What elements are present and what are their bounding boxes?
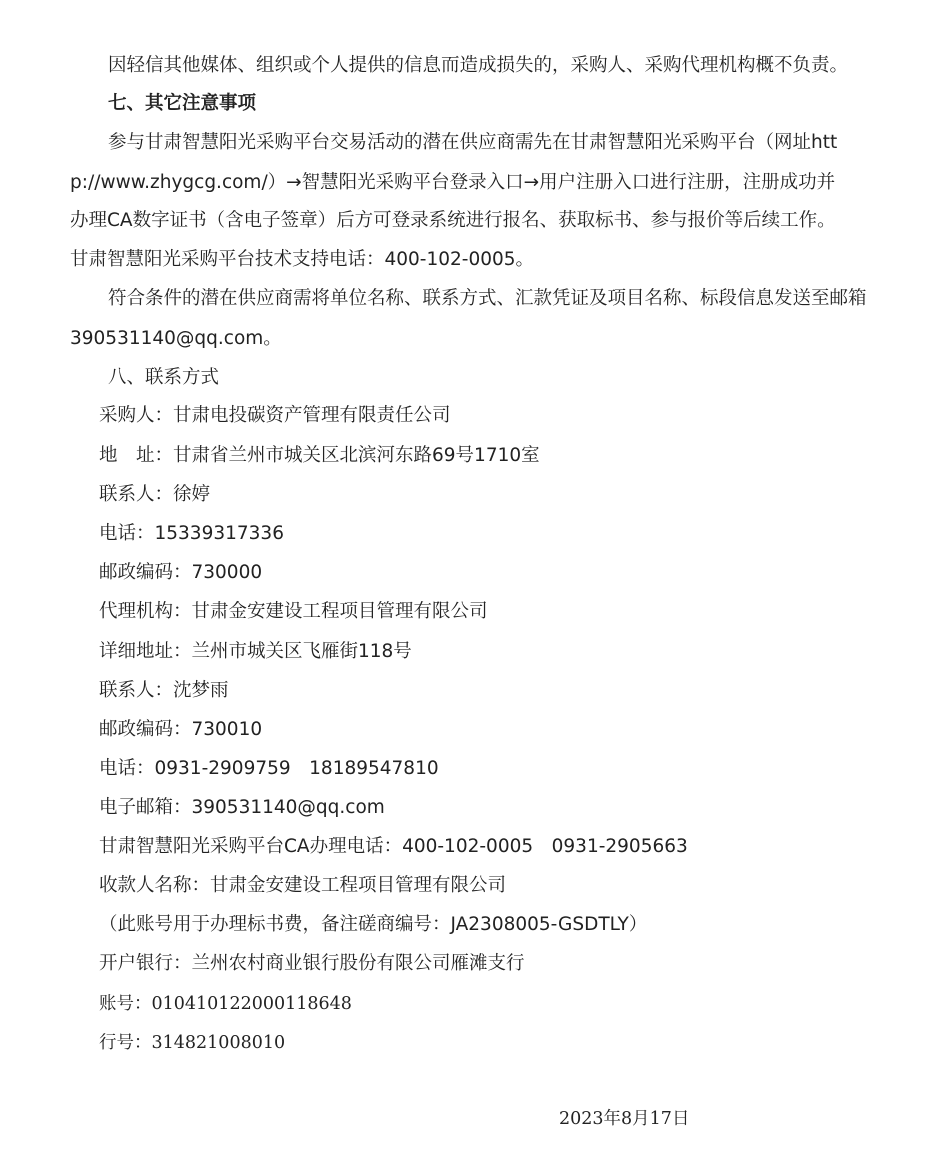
agency-name: 代理机构：甘肃金安建设工程项目管理有限公司: [99, 601, 488, 622]
bank-name: 开户银行：兰州农村商业银行股份有限公司雁滩支行: [99, 953, 525, 974]
agency-phone: 电话：0931-2909759 18189547810: [99, 758, 439, 779]
agency-postcode: 邮政编码：730010: [99, 719, 263, 740]
bank-code: 行号：314821008010: [99, 1033, 286, 1053]
purchaser-phone: 电话：15339317336: [99, 523, 284, 544]
account-note: （此账号用于办理标书费，备注磋商编号：JA2308005-GSDTLY）: [99, 914, 648, 935]
purchaser-contact: 联系人：徐婷: [99, 484, 211, 505]
document-date: 2023年8月17日: [559, 1109, 690, 1129]
purchaser-postcode: 邮政编码：730000: [99, 562, 263, 583]
purchaser-name: 采购人：甘肃电投碳资产管理有限责任公司: [99, 405, 451, 426]
section-7-paragraph-1-line-3: 办理CA数字证书（含电子签章）后方可登录系统进行报名、获取标书、参与报价等后续工作。: [70, 210, 836, 231]
section-7-paragraph-2-line-2: 390531140@qq.com。: [70, 328, 282, 349]
account-number: 账号：010410122000118648: [99, 994, 352, 1014]
agency-contact: 联系人：沈梦雨: [99, 680, 229, 701]
payee-name: 收款人名称：甘肃金安建设工程项目管理有限公司: [99, 875, 507, 896]
section-7-paragraph-2-line-1: 符合条件的潜在供应商需将单位名称、联系方式、汇款凭证及项目名称、标段信息发送至邮箱: [108, 288, 867, 309]
section-7-title: 七、其它注意事项: [108, 93, 257, 114]
agency-email: 电子邮箱：390531140@qq.com: [99, 797, 385, 818]
section-7-paragraph-1-line-2: p://www.zhygcg.com/）→智慧阳光采购平台登录入口→用户注册入口进行注册，注册成功并: [70, 172, 836, 193]
disclaimer-text: 因轻信其他媒体、组织或个人提供的信息而造成损失的，采购人、采购代理机构概不负责。: [108, 55, 849, 76]
section-8-title: 八、联系方式: [108, 367, 220, 388]
agency-address: 详细地址：兰州市城关区飞雁街118号: [99, 641, 412, 662]
section-7-paragraph-1-line-1: 参与甘肃智慧阳光采购平台交易活动的潜在供应商需先在甘肃智慧阳光采购平台（网址htt: [108, 132, 838, 153]
ca-support-phone: 甘肃智慧阳光采购平台CA办理电话：400-102-0005 0931-2905663: [99, 836, 688, 857]
section-7-paragraph-1-line-4: 甘肃智慧阳光采购平台技术支持电话：400-102-0005。: [70, 249, 535, 270]
purchaser-address: 地 址：甘肃省兰州市城关区北滨河东路69号1710室: [99, 445, 540, 466]
